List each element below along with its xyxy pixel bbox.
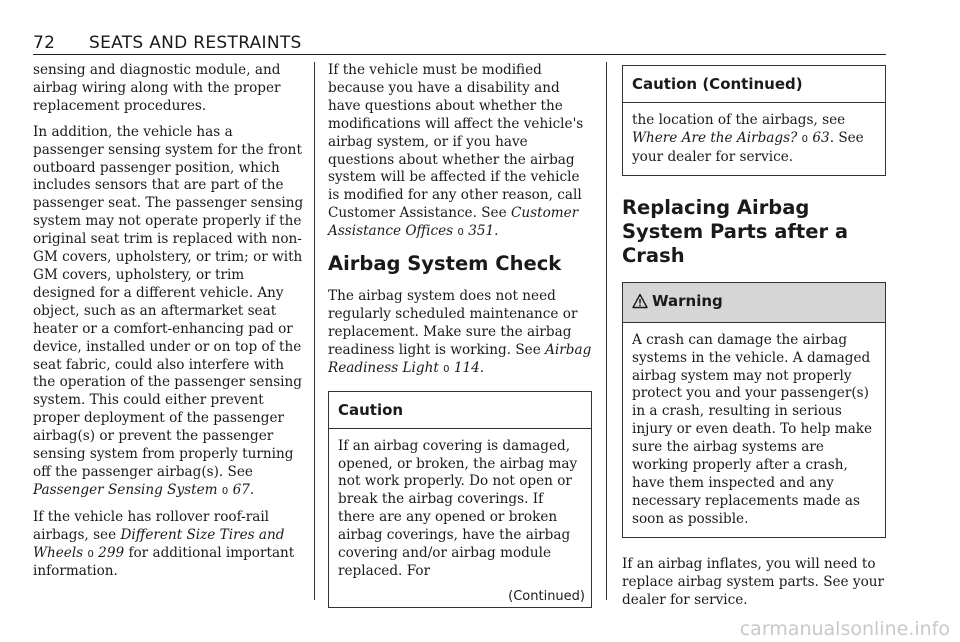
warning-triangle-icon <box>632 293 648 313</box>
column-2 <box>328 62 592 608</box>
page-ref-icon: 0 <box>87 548 94 560</box>
cross-reference-link[interactable]: Where Are the Airbags? <box>632 129 798 146</box>
page-header <box>33 32 886 55</box>
page-ref-number[interactable]: 351 <box>468 223 495 240</box>
page-ref-icon: 0 <box>221 485 229 497</box>
caution-box <box>328 391 592 608</box>
cross-reference-link[interactable]: Airbag Readiness Light <box>328 341 592 376</box>
paragraph: The airbag system does not need regularly scheduled maintenance or replacement. Make sure the airbag readiness light is working. See Airbag Readiness Light 0 114. <box>328 288 592 376</box>
warning-header <box>623 283 885 323</box>
page-ref-number[interactable]: 114 <box>453 359 480 376</box>
warning-box <box>622 282 886 538</box>
section-heading: Airbag System Check <box>328 252 562 276</box>
column-divider <box>606 62 607 600</box>
paragraph: If an airbag inflates, you will need to replace airbag system parts. See your dealer for service. <box>622 555 885 608</box>
page-ref-icon: 0 <box>443 363 450 375</box>
caution-continued-text: the location of the airbags, see Where Are the Airbags? 0 63. See your dealer for service. <box>632 112 864 165</box>
caution-continued-title: Caution (Continued) <box>623 66 885 103</box>
continued-label: (Continued) <box>508 588 585 604</box>
page-ref-number[interactable]: 299 <box>98 544 125 561</box>
warning-title: Warning <box>652 291 723 310</box>
column-divider <box>314 62 315 600</box>
caution-text: If an airbag covering is damaged, opened, or broken, the airbag may not work properly. Do not open or break the airbag coverings. If there are any opened or broken airbag coverings, have the airbag covering and/or airbag module replaced. For <box>338 437 578 579</box>
page-ref-icon: 0 <box>801 133 809 145</box>
column-3 <box>622 62 886 617</box>
caution-continued-box <box>622 65 886 176</box>
paragraph: In addition, the vehicle has a passenger sensing system for the front outboard passenger position, which includes sensors that are part of the passenger seat. The passenger sensing system may not operate properly if the original seat trim is replaced with non-GM covers, upholstery, or trim; or with GM covers, upholstery, or trim designed for a different vehicle. Any object, such as an aftermarket seat heater or a comfort-enhancing pad or device, installed under or on top of the seat fabric, could also interfere with the operation of the passenger sensing system. This could either prevent proper deployment of the passenger airbag(s) or prevent the passenger sensing system from properly turning off the passenger airbag(s). See Passenger Sensing System 0 67. <box>33 123 304 498</box>
paragraph: sensing and diagnostic module, and airbag wiring along with the proper replacement procedures. <box>33 62 281 114</box>
cross-reference-link[interactable]: Passenger Sensing System <box>33 481 218 498</box>
section-heading: Replacing Airbag System Parts after a Crash <box>622 195 849 267</box>
page-ref-number[interactable]: 67 <box>232 481 250 498</box>
page-ref-icon: 0 <box>457 227 464 239</box>
caution-title: Caution <box>329 392 591 429</box>
page-ref-number[interactable]: 63 <box>812 129 830 146</box>
column-1 <box>33 62 305 589</box>
watermark: carmanualsonline.info <box>739 618 950 640</box>
cross-reference-link[interactable]: Different Size Tires and Wheels <box>33 526 285 561</box>
paragraph: If the vehicle has rollover roof-rail airbags, see Different Size Tires and Wheels 0 299 for additional important information. <box>33 508 295 580</box>
page-title: SEATS AND RESTRAINTS <box>89 33 302 53</box>
cross-reference-link[interactable]: Customer Assistance Offices <box>328 205 579 240</box>
warning-text: A crash can damage the airbag systems in the vehicle. A damaged airbag system may not properly protect you and your passenger(s) in a crash, resulting in serious injury or even death. To help make sure the airbag systems are working properly after a crash, have them inspected and any necessary replacements made as soon as possible. <box>632 331 873 527</box>
page-number: 72 <box>33 33 56 53</box>
paragraph: If the vehicle must be modified because you have a disability and have questions about whether the modifications will affect the vehicle's airbag system, or if you have questions about whether the airbag system will be affected if the vehicle is modified for any other reason, call Customer Assistance. See Customer Assistance Offices 0 351. <box>328 62 584 240</box>
